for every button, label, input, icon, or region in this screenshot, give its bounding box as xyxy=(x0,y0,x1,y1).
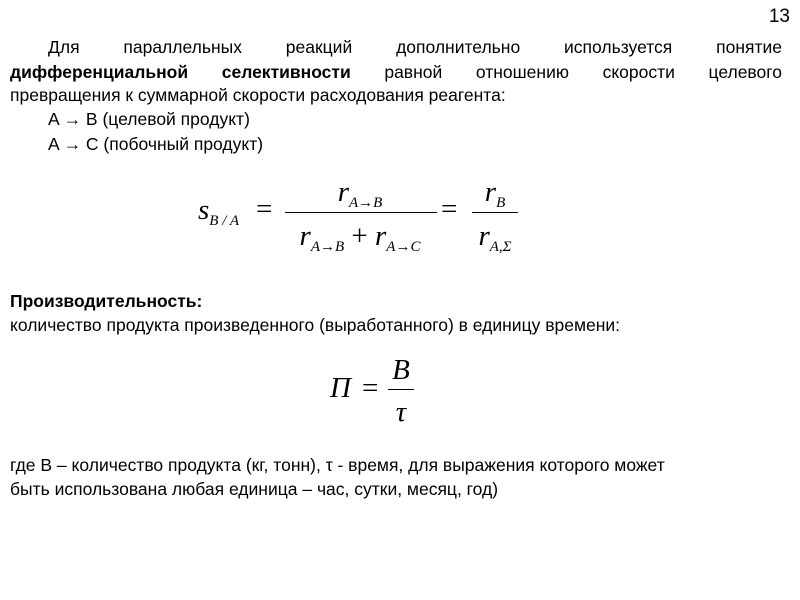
intro-line-2-rest: равной отношению скорости целевого xyxy=(350,62,782,82)
productivity-heading: Производительность: xyxy=(10,291,203,311)
productivity-numerator: B xyxy=(392,354,410,386)
productivity-denominator: τ xyxy=(395,396,407,428)
fraction-1-bar xyxy=(285,212,437,213)
fraction-1-numerator: $r_{A\to B}$ xyxy=(337,176,383,211)
intro-line-1: Для параллельных реакций дополнительно используется понятие xyxy=(48,37,782,57)
productivity-fraction-bar xyxy=(388,389,414,390)
fraction-2-numerator: $r_B$ xyxy=(484,176,506,211)
note-line-2: быть использована любая единица – час, сутки, месяц, год) xyxy=(10,479,499,499)
productivity-definition: количество продукта произведенного (выработанного) в единицу времени: xyxy=(10,315,621,335)
fraction-2-bar xyxy=(472,212,518,213)
equals-sign-3: = xyxy=(362,372,379,404)
productivity-lhs: П xyxy=(330,372,351,404)
differential-selectivity-term: дифференциальной селективности xyxy=(10,62,351,82)
fraction-2-denominator: $r_{A,\Sigma}$ xyxy=(478,220,512,255)
reaction-target: A → B (целевой продукт) xyxy=(48,109,250,129)
equals-sign-1: = xyxy=(256,193,273,225)
intro-line-2 xyxy=(10,61,782,84)
page-number: 13 xyxy=(768,6,790,27)
intro-line-3: превращения к суммарной скорости расходования реагента: xyxy=(10,85,506,105)
selectivity-lhs: $s_{B / A}$ xyxy=(198,194,240,229)
equals-sign-2: = xyxy=(441,193,458,225)
reaction-side: A → C (побочный продукт) xyxy=(48,134,264,154)
note-line-1: где В – количество продукта (кг, тонн), τ - время, для выражения которого может xyxy=(10,455,665,475)
fraction-1-denominator: $r_{A\to B} + r_{A\to C}$ xyxy=(299,220,421,255)
